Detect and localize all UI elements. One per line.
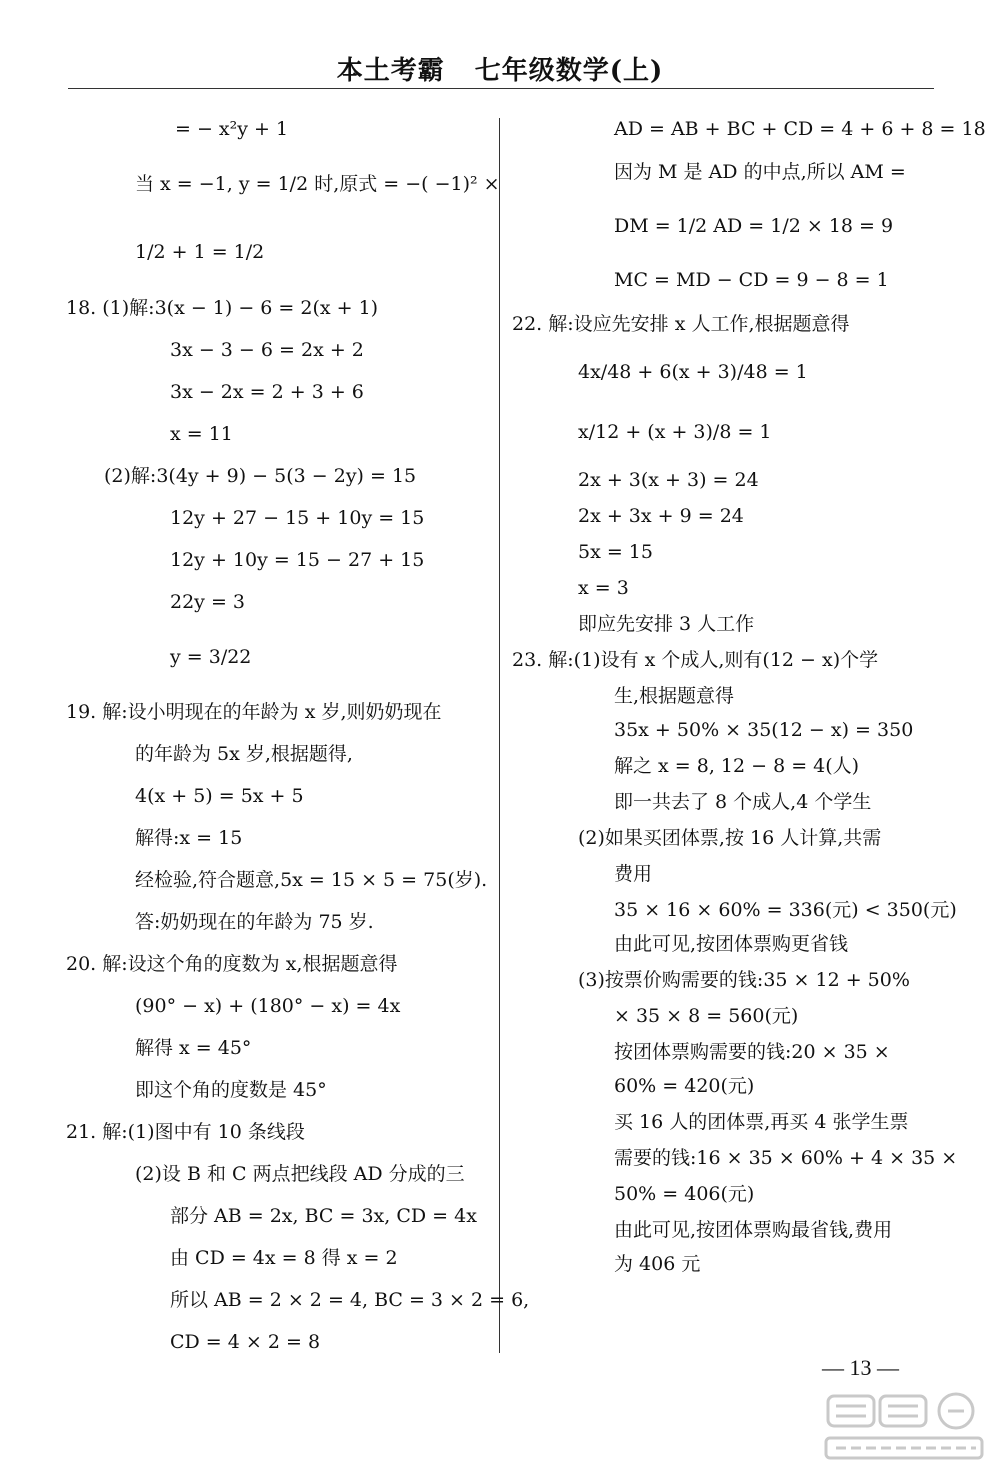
solution-line: (90° − x) + (180° − x) = 4x	[135, 995, 401, 1017]
solution-line: 由此可见,按团体票购最省钱,费用	[614, 1219, 893, 1241]
solution-line: 因为 M 是 AD 的中点,所以 AM =	[614, 161, 906, 183]
solution-line: 1/2 + 1 = 1/2	[135, 241, 265, 263]
book-title: 本土考霸	[336, 56, 445, 86]
question-23: 23. 解:(1)设有 x 个成人,则有(12 − x)个学	[512, 649, 879, 671]
question-18-part-1: 18. (1)解:3(x − 1) − 6 = 2(x + 1)	[66, 297, 379, 319]
solution-line: 需要的钱:16 × 35 × 60% + 4 × 35 ×	[614, 1147, 958, 1169]
solution-line: (2)设 B 和 C 两点把线段 AD 分成的三	[135, 1163, 465, 1185]
question-23-part-3: (3)按票价购需要的钱:35 × 12 + 50%	[578, 969, 910, 991]
question-22: 22. 解:设应先安排 x 人工作,根据题意得	[512, 313, 850, 335]
solution-line: 35x + 50% × 35(12 − x) = 350	[614, 719, 914, 741]
solution-line: 3x − 2x = 2 + 3 + 6	[170, 381, 364, 403]
solution-line: y = 3/22	[170, 646, 252, 668]
header-rule	[68, 88, 934, 89]
solution-line: 经检验,符合题意,5x = 15 × 5 = 75(岁).	[135, 869, 488, 891]
solution-line: 3x − 3 − 6 = 2x + 2	[170, 339, 364, 361]
solution-line: 50% = 406(元)	[614, 1183, 755, 1205]
question-23-part-2: (2)如果买团体票,按 16 人计算,共需	[578, 827, 882, 849]
solution-line: 22y = 3	[170, 591, 245, 613]
solution-line: 答:奶奶现在的年龄为 75 岁.	[135, 911, 374, 933]
solution-line: 解得:x = 15	[135, 827, 243, 849]
solution-line: x = 11	[170, 423, 233, 445]
solution-line: 35 × 16 × 60% = 336(元) < 350(元)	[614, 899, 957, 921]
solution-line: 60% = 420(元)	[614, 1075, 755, 1097]
solution-line: CD = 4 × 2 = 8	[170, 1331, 321, 1353]
question-18-part-2: (2)解:3(4y + 9) − 5(3 − 2y) = 15	[104, 465, 417, 487]
solution-line: DM = 1/2 AD = 1/2 × 18 = 9	[614, 215, 894, 237]
solution-line: MC = MD − CD = 9 − 8 = 1	[614, 269, 889, 291]
solution-line: 即应先安排 3 人工作	[578, 613, 755, 635]
solution-line: 为 406 元	[614, 1253, 701, 1275]
solution-line: 5x = 15	[578, 541, 653, 563]
solution-line: 4(x + 5) = 5x + 5	[135, 785, 304, 807]
solution-line: 12y + 27 − 15 + 10y = 15	[170, 507, 425, 529]
solution-line: 2x + 3(x + 3) = 24	[578, 469, 759, 491]
solution-line: 即这个角的度数是 45°	[135, 1079, 327, 1101]
solution-line: AD = AB + BC + CD = 4 + 6 + 8 = 18	[614, 118, 986, 140]
solution-line: 买 16 人的团体票,再买 4 张学生票	[614, 1111, 909, 1133]
solution-line: 按团体票购需要的钱:20 × 35 ×	[614, 1041, 890, 1063]
solution-line: 当 x = −1, y = 1/2 时,原式 = −( −1)² ×	[135, 173, 500, 195]
column-divider	[499, 118, 500, 1353]
solution-line: 4x/48 + 6(x + 3)/48 = 1	[578, 361, 808, 383]
watermark-logo	[822, 1388, 987, 1462]
solution-line: 费用	[614, 863, 653, 885]
subject-title: 七年级数学(上)	[474, 56, 664, 86]
page-number: — 13 —	[822, 1355, 899, 1380]
solution-line: 解之 x = 8, 12 − 8 = 4(人)	[614, 755, 860, 777]
solution-line: 由 CD = 4x = 8 得 x = 2	[170, 1247, 398, 1269]
solution-line: 所以 AB = 2 × 2 = 4, BC = 3 × 2 = 6,	[170, 1289, 530, 1311]
solution-line: x/12 + (x + 3)/8 = 1	[578, 421, 772, 443]
solution-line: = − x²y + 1	[175, 118, 289, 140]
solution-line: 的年龄为 5x 岁,根据题得,	[135, 743, 353, 765]
solution-line: 12y + 10y = 15 − 27 + 15	[170, 549, 425, 571]
solution-line: 解得 x = 45°	[135, 1037, 252, 1059]
solution-line: 即一共去了 8 个成人,4 个学生	[614, 791, 872, 813]
solution-line: 生,根据题意得	[614, 685, 735, 707]
solution-line: 部分 AB = 2x, BC = 3x, CD = 4x	[170, 1205, 477, 1227]
question-19: 19. 解:设小明现在的年龄为 x 岁,则奶奶现在	[66, 701, 442, 723]
page-header	[0, 50, 1000, 87]
solution-line: × 35 × 8 = 560(元)	[614, 1005, 799, 1027]
question-20: 20. 解:设这个角的度数为 x,根据题意得	[66, 953, 398, 975]
solution-line: x = 3	[578, 577, 629, 599]
solution-line: 由此可见,按团体票购更省钱	[614, 933, 849, 955]
question-21: 21. 解:(1)图中有 10 条线段	[66, 1121, 305, 1143]
solution-line: 2x + 3x + 9 = 24	[578, 505, 744, 527]
